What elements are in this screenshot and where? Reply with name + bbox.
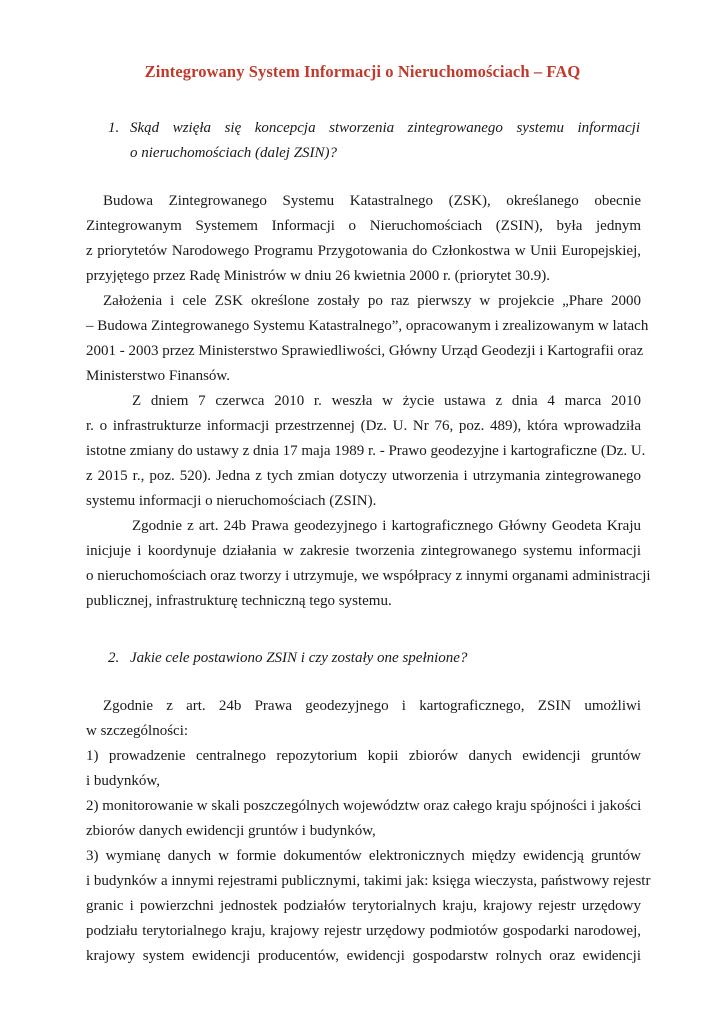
- question-2-number: 2.: [108, 650, 120, 666]
- answer-1-line: 2001 - 2003 przez Ministerstwo Sprawiedliwości, Główny Urząd Geodezji i Kartografii oraz: [86, 343, 644, 359]
- answer-2-line: granic i powierzchni jednostek podziałów terytorialnych kraju, krajowy rejestr urzędowy: [86, 898, 641, 914]
- answer-1-line: istotne zmiany do ustawy z dnia 17 maja 1989 r. - Prawo geodezyjne i kartograficzne (Dz. U.: [86, 443, 646, 459]
- answer-1-line: Założenia i cele ZSK określone zostały po raz pierwszy w projekcie „Phare 2000: [103, 293, 641, 309]
- answer-1-line: Budowa Zintegrowanego Systemu Katastralnego (ZSK), określanego obecnie: [103, 193, 641, 209]
- question-1-line: Skąd wzięła się koncepcja stworzenia zintegrowanego systemu informacji: [130, 120, 640, 136]
- answer-1: [86, 189, 651, 614]
- answer-1-line: r. o infrastrukturze informacji przestrzennej (Dz. U. Nr 76, poz. 489), która wprowadziła: [86, 418, 641, 434]
- answer-2-line: podziału terytorialnego kraju, krajowy rejestr urzędowy podmiotów gospodarki narodowej,: [86, 923, 641, 939]
- answer-1-line: – Budowa Zintegrowanego Systemu Katastralnego”, opracowanym i zrealizowanym w latach: [86, 318, 649, 334]
- question-1-line: o nieruchomościach (dalej ZSIN)?: [130, 145, 338, 161]
- answer-1-line: z priorytetów Narodowego Programu Przygotowania do Członkostwa w Unii Europejskiej,: [86, 243, 641, 259]
- answer-1-line: publicznej, infrastrukturę techniczną tego systemu.: [86, 593, 392, 609]
- answer-2-line: 3) wymianę danych w formie dokumentów elektronicznych między ewidencją gruntów: [86, 848, 641, 864]
- question-2: [108, 646, 640, 671]
- answer-1-line: Ministerstwo Finansów.: [86, 368, 231, 384]
- answer-2-line: i budynków,: [86, 773, 161, 789]
- answer-1-line: systemu informacji o nieruchomościach (ZSIN).: [86, 493, 377, 509]
- answer-1-line: z 2015 r., poz. 520). Jedna z tych zmian dotyczy utworzenia i utrzymania zintegrowanego: [86, 468, 641, 484]
- answer-1-line: inicjuje i koordynuje działania w zakresie tworzenia zintegrowanego systemu informacji: [86, 543, 641, 559]
- question-1-number: 1.: [108, 120, 120, 136]
- answer-2-line: zbiorów danych ewidencji gruntów i budynków,: [86, 823, 376, 839]
- question-1-text: [130, 116, 640, 166]
- answer-1-line: Zgodnie z art. 24b Prawa geodezyjnego i kartograficznego Główny Geodeta Kraju: [132, 518, 641, 534]
- document-title: Zintegrowany System Informacji o Nieruchomościach – FAQ: [144, 62, 581, 81]
- answer-2: [86, 694, 651, 969]
- answer-2-line: i budynków a innymi rejestrami publicznymi, takimi jak: księga wieczysta, państwowy rejestr: [86, 873, 651, 889]
- answer-2-line: 1) prowadzenie centralnego repozytorium kopii zbiorów danych ewidencji gruntów: [86, 748, 641, 764]
- answer-2-line: Zgodnie z art. 24b Prawa geodezyjnego i kartograficznego, ZSIN umożliwi: [103, 698, 641, 714]
- question-1: [108, 116, 640, 166]
- answer-1-line: Z dniem 7 czerwca 2010 r. weszła w życie ustawa z dnia 4 marca 2010: [132, 393, 641, 409]
- answer-2-line: w szczególności:: [86, 723, 189, 739]
- question-2-text: Jakie cele postawiono ZSIN i czy zostały one spełnione?: [130, 650, 468, 666]
- answer-1-line: Zintegrowanym Systemem Informacji o Nieruchomościach (ZSIN), była jednym: [86, 218, 641, 234]
- answer-1-line: przyjętego przez Radę Ministrów w dniu 26 kwietnia 2000 r. (priorytet 30.9).: [86, 268, 551, 284]
- answer-2-line: 2) monitorowanie w skali poszczególnych województw oraz całego kraju spójności i jakości: [86, 798, 642, 814]
- answer-1-line: o nieruchomościach oraz tworzy i utrzymuje, we współpracy z innymi organami administracji: [86, 568, 651, 584]
- answer-2-line: krajowy system ewidencji producentów, ewidencji gospodarstw rolnych oraz ewidencji: [86, 948, 641, 964]
